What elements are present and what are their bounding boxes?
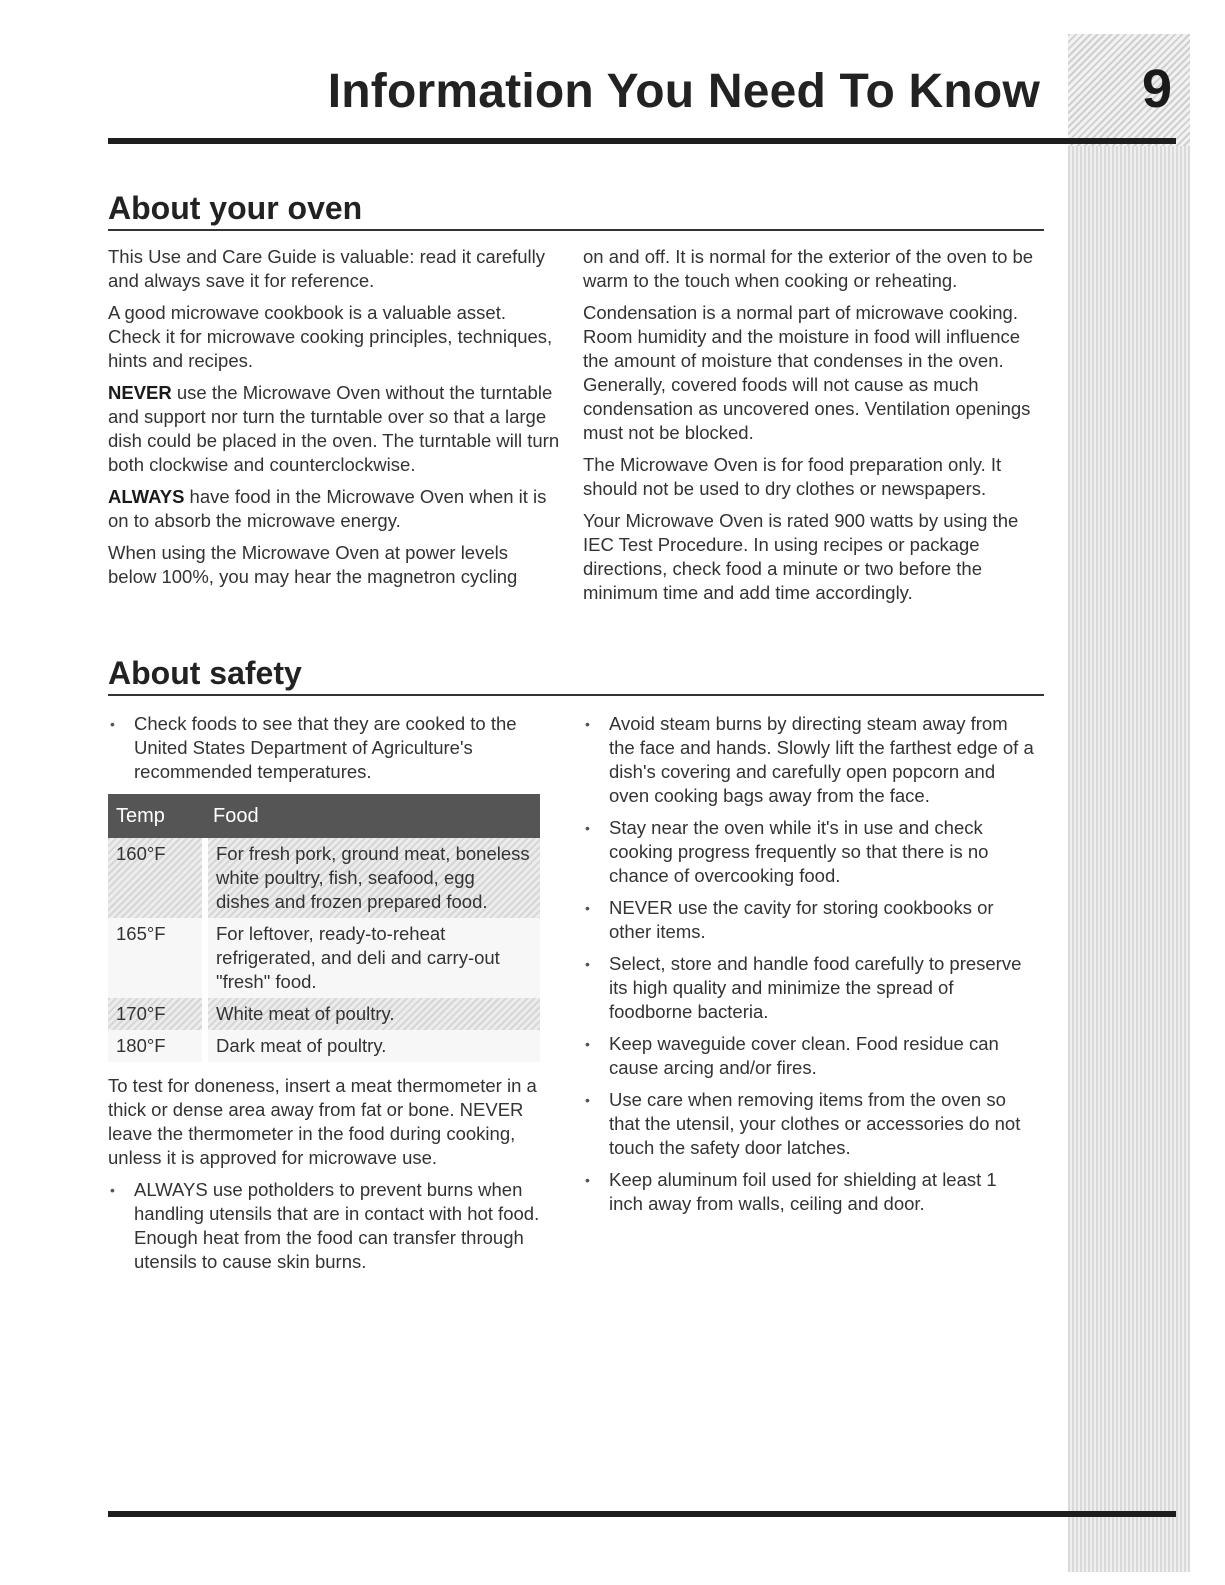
paragraph: A good microwave cookbook is a valuable asset. Check it for microwave cooking principles, techniques, hints and recipes. — [108, 302, 553, 371]
header-rule — [108, 138, 1176, 144]
never-text: use the Microwave Oven without the turntable and support nor turn the turntable over so that a large dish could be placed in the oven. The turntable will turn both clockwise and counterclockwise. — [108, 382, 560, 475]
list-item: • ALWAYS use potholders to prevent burns when handling utensils that are in contact with hot food. Enough heat from the food can transfer through utensils to cause skin burns. — [108, 1178, 560, 1274]
temp-cell: 165°F — [108, 918, 205, 998]
column-header-temp: Temp — [108, 794, 205, 838]
bullet-list — [108, 712, 560, 784]
temp-cell: 160°F — [108, 838, 205, 918]
temperature-table — [108, 794, 540, 1062]
food-cell: For fresh pork, ground meat, boneless white poultry, fish, seafood, egg dishes and frozen prepared food. — [205, 838, 540, 918]
always-emphasis: ALWAYS — [108, 486, 185, 507]
page-number: 9 — [1141, 59, 1173, 119]
table-header-row — [108, 794, 540, 838]
temp-cell: 170°F — [108, 998, 205, 1030]
list-item: • Check foods to see that they are cooked to the United States Department of Agriculture's recommended temperatures. — [108, 712, 560, 784]
list-item: • Use care when removing items from the oven so that the utensil, your clothes or accessories do not touch the safety door latches. — [583, 1088, 1035, 1160]
food-cell: For leftover, ready-to-reheat refrigerated, and deli and carry-out "fresh" food. — [205, 918, 540, 998]
paragraph: The Microwave Oven is for food preparation only. It should not be used to dry clothes or newspapers. — [583, 454, 1002, 499]
table-row — [108, 918, 540, 998]
paragraph: This Use and Care Guide is valuable: read it carefully and always save it for reference. — [108, 246, 546, 291]
food-cell: White meat of poultry. — [205, 998, 540, 1030]
never-emphasis: NEVER — [108, 382, 172, 403]
table-row — [108, 998, 540, 1030]
about-oven-right-column — [583, 245, 1035, 613]
side-tab — [1068, 34, 1190, 1572]
paragraph-doneness: To test for doneness, insert a meat thermometer in a thick or dense area away from fat or bone. NEVER leave the thermometer in the food during cooking, unless it is approved for microwave use. — [108, 1075, 537, 1168]
always-paragraph — [108, 485, 560, 533]
page-title: Information You Need To Know — [327, 65, 1040, 118]
paragraph: Condensation is a normal part of microwave cooking. Room humidity and the moisture in food will influence the amount of moisture that condenses in the oven. Generally, covered foods will not cause as much condensation as uncovered ones. Ventilation openings must not be blocked. — [583, 302, 1031, 443]
never-paragraph — [108, 381, 560, 477]
table-row — [108, 1030, 540, 1062]
footer-rule — [108, 1511, 1176, 1517]
paragraph: on and off. It is normal for the exterior of the oven to be warm to the touch when cooking or reheating. — [583, 246, 1034, 291]
section-heading-about-oven: About your oven — [108, 190, 1044, 231]
list-item: • Keep aluminum foil used for shielding at least 1 inch away from walls, ceiling and door. — [583, 1168, 1035, 1216]
list-item: • Avoid steam burns by directing steam away from the face and hands. Slowly lift the farthest edge of a dish's covering and carefully open popcorn and oven cooking bags away from the face. — [583, 712, 1035, 808]
food-cell: Dark meat of poultry. — [205, 1030, 540, 1062]
about-safety-right-column — [583, 712, 1035, 1224]
list-item: • Stay near the oven while it's in use and check cooking progress frequently so that there is no chance of overcooking food. — [583, 816, 1035, 888]
column-header-food: Food — [205, 794, 540, 838]
paragraph: Your Microwave Oven is rated 900 watts by using the IEC Test Procedure. In using recipes or package directions, check food a minute or two before the minimum time and add time accordingly. — [583, 510, 1019, 603]
about-safety-left-column — [108, 712, 560, 1282]
temp-cell: 180°F — [108, 1030, 205, 1062]
section-heading-about-safety: About safety — [108, 655, 1044, 696]
bullet-list — [108, 1178, 560, 1274]
paragraph: When using the Microwave Oven at power levels below 100%, you may hear the magnetron cycling — [108, 542, 518, 587]
always-text: have food in the Microwave Oven when it is on to absorb the microwave energy. — [108, 486, 547, 531]
list-item: • NEVER use the cavity for storing cookbooks or other items. — [583, 896, 1035, 944]
list-item: • Select, store and handle food carefully to preserve its high quality and minimize the spread of foodborne bacteria. — [583, 952, 1035, 1024]
list-item: • Keep waveguide cover clean. Food residue can cause arcing and/or fires. — [583, 1032, 1035, 1080]
bullet-list — [583, 712, 1035, 1216]
table-row — [108, 838, 540, 918]
about-oven-left-column — [108, 245, 560, 597]
